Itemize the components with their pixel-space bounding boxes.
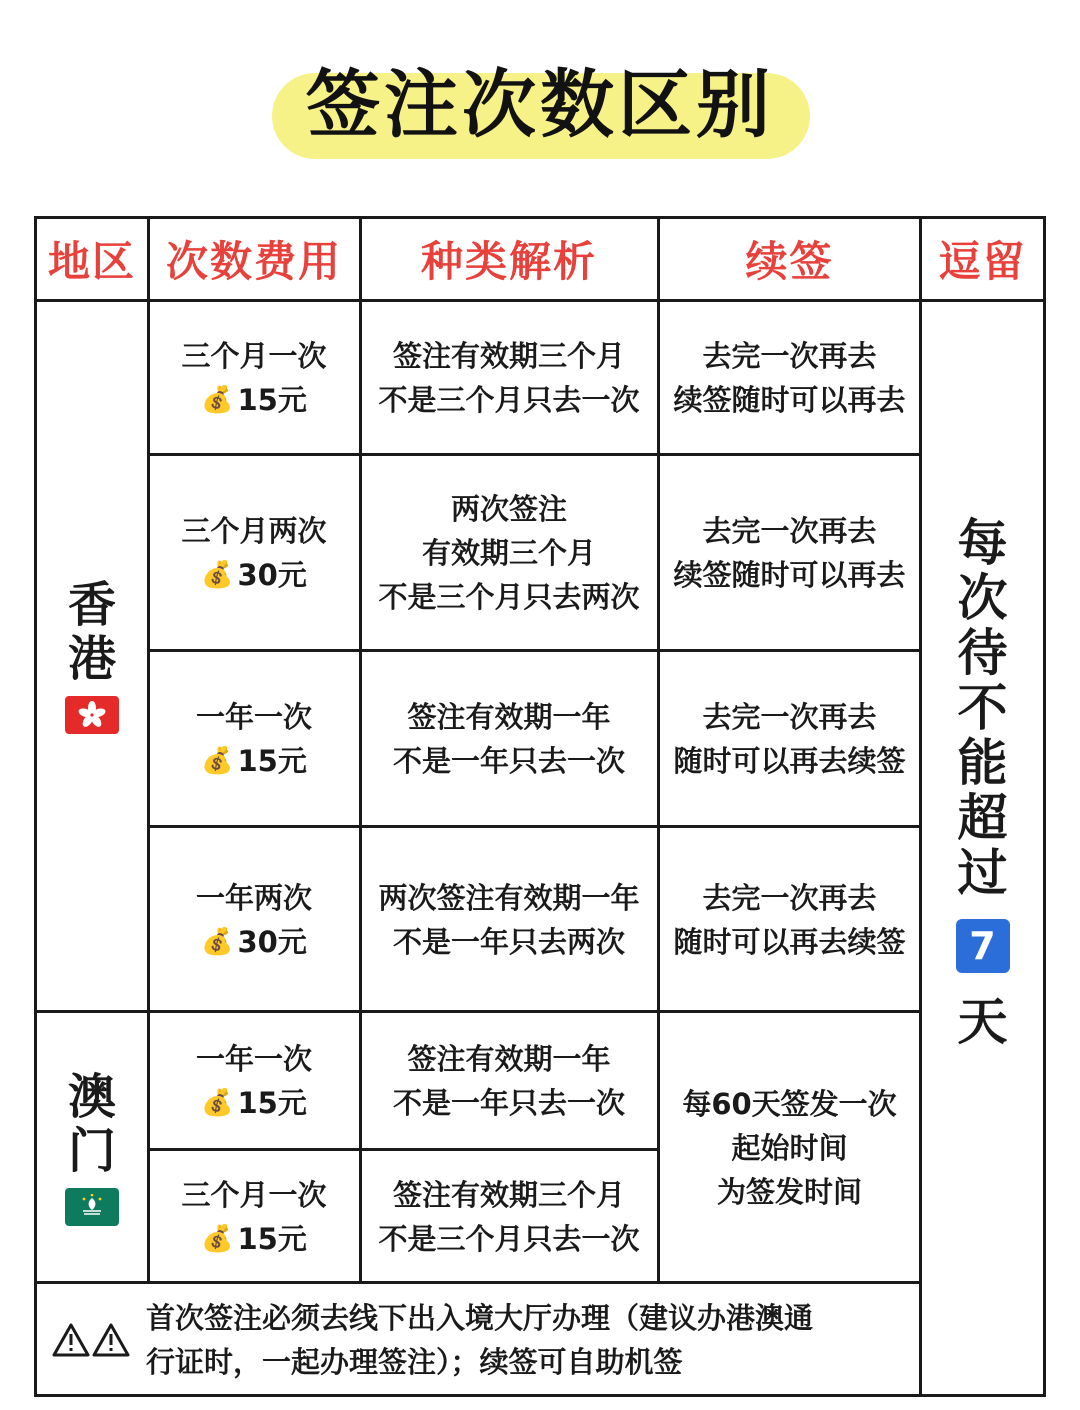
hk-row2-fee: [148, 455, 360, 651]
money-bag-icon: 💰: [201, 384, 234, 415]
stay-char: 待: [957, 624, 1008, 682]
type-line: 两次签注: [450, 492, 567, 526]
renew-line: 去完一次再去: [702, 700, 877, 734]
fee-amount: 15元: [237, 1086, 307, 1120]
grid-line: [34, 1281, 921, 1284]
renew-line: 去完一次再去: [702, 880, 877, 915]
warning-icon-group: [36, 1322, 146, 1358]
stay-unit: 天: [957, 993, 1008, 1051]
hk-row1-fee: [148, 300, 360, 455]
grid-line: [148, 649, 921, 652]
money-bag-icon: 💰: [201, 560, 234, 590]
fee-frequency: 一年一次: [195, 700, 312, 734]
fee-frequency: 一年两次: [195, 880, 312, 915]
hk-row3-fee: [148, 651, 360, 827]
region-name-char: 澳: [67, 1068, 116, 1125]
type-line: 签注有效期一年: [407, 1042, 611, 1076]
stay-char: 不: [957, 679, 1008, 737]
stay-char: 每: [957, 514, 1008, 572]
hk-row2-renew: [658, 455, 921, 651]
fee-amount: 15元: [237, 1221, 307, 1256]
grid-line: [34, 1394, 1046, 1397]
grid-line: [1043, 216, 1046, 1397]
warning-icon: [52, 1322, 90, 1358]
renew-line: 随时可以再去续签: [673, 744, 906, 778]
renew-line: 为签发时间: [716, 1174, 862, 1209]
fee-frequency: 三个月两次: [181, 514, 327, 548]
fee-frequency: 三个月一次: [181, 338, 327, 373]
fee-amount: 30元: [237, 924, 307, 959]
mo-row2-fee: [148, 1150, 360, 1283]
grid-line: [919, 216, 922, 1397]
seven-badge: 7: [956, 919, 1010, 973]
fee-frequency: 一年一次: [195, 1042, 312, 1076]
region-name-char: 门: [67, 1122, 116, 1179]
title-area: [0, 45, 1080, 165]
hong-kong-flag-icon: [65, 696, 119, 734]
money-bag-icon: 💰: [201, 926, 234, 957]
page-title: 签注次数区别: [306, 62, 774, 148]
note-row: [36, 1283, 921, 1396]
grid-line: [148, 1148, 658, 1151]
renew-line: 去完一次再去: [702, 338, 877, 373]
stay-char: 次: [957, 569, 1008, 627]
note-line: 行证时，一起办理签注）；续签可自助机签: [146, 1344, 683, 1379]
stay-char: 过: [957, 844, 1008, 902]
renew-line: 续签随时可以再去: [673, 558, 906, 592]
type-line: 不是三个月只去两次: [378, 580, 640, 614]
grid-line: [148, 825, 921, 828]
fee-amount: 15元: [237, 382, 307, 417]
macau-flag-icon: [65, 1188, 119, 1226]
renew-line: 每60天签发一次: [682, 1086, 897, 1121]
mo-row1-fee: [148, 1012, 360, 1150]
renew-line: 起始时间: [731, 1130, 848, 1165]
type-line: 不是一年只去一次: [392, 744, 625, 778]
mo-renew: [658, 1012, 921, 1283]
type-line: 签注有效期一年: [407, 700, 611, 734]
money-bag-icon: 💰: [201, 1088, 234, 1118]
type-line: 不是一年只去一次: [392, 1086, 625, 1120]
renew-line: 随时可以再去续签: [673, 924, 906, 959]
hk-row1-type: [360, 300, 658, 455]
type-line: 不是一年只去两次: [392, 924, 625, 959]
hk-row1-renew: [658, 300, 921, 455]
type-line: 有效期三个月: [421, 536, 596, 570]
grid-line: [148, 453, 921, 456]
type-line: 两次签注有效期一年: [378, 880, 640, 915]
renew-line: 续签随时可以再去: [673, 382, 906, 417]
hk-row4-renew: [658, 827, 921, 1012]
region-name-char: 香: [67, 577, 116, 633]
header-stay: 逗留: [938, 237, 1027, 286]
fee-frequency: 三个月一次: [181, 1177, 327, 1212]
header-fee: 次数费用: [165, 237, 342, 286]
note-line: 首次签注必须去线下出入境大厅办理（建议办港澳通: [146, 1300, 814, 1335]
hk-row4-fee: [148, 827, 360, 1012]
grid-line: [34, 1010, 921, 1013]
grid-line: [359, 216, 362, 1284]
fee-amount: 15元: [237, 744, 307, 778]
stay-char: 超: [957, 789, 1008, 847]
type-line: 签注有效期三个月: [392, 1177, 625, 1212]
header-region: 地区: [47, 237, 136, 286]
type-line: 不是三个月只去一次: [378, 1221, 640, 1256]
mo-row1-type: [360, 1012, 658, 1150]
mo-row2-type: [360, 1150, 658, 1283]
header-renew: 续签: [745, 237, 834, 286]
grid-line: [657, 216, 660, 1284]
money-bag-icon: 💰: [201, 746, 234, 776]
grid-line: [147, 216, 150, 1284]
hk-row3-renew: [658, 651, 921, 827]
fee-amount: 30元: [237, 558, 307, 592]
header-type: 种类解析: [420, 237, 597, 286]
warning-icon: [92, 1322, 130, 1358]
grid-line: [34, 216, 1046, 219]
type-line: 签注有效期三个月: [392, 338, 625, 373]
region-macau: [36, 1012, 148, 1283]
hk-row2-type: [360, 455, 658, 651]
hk-row3-type: [360, 651, 658, 827]
hk-row4-type: [360, 827, 658, 1012]
renew-line: 去完一次再去: [702, 514, 877, 548]
grid-line: [34, 216, 37, 1397]
money-bag-icon: 💰: [201, 1223, 234, 1254]
note-text: [146, 1296, 813, 1384]
stay-char: 能: [957, 734, 1008, 792]
region-hongkong: [36, 300, 148, 1012]
stay-limit: [921, 300, 1044, 1396]
region-name-char: 港: [67, 631, 116, 687]
type-line: 不是三个月只去一次: [378, 382, 640, 417]
grid-line: [34, 299, 1046, 302]
